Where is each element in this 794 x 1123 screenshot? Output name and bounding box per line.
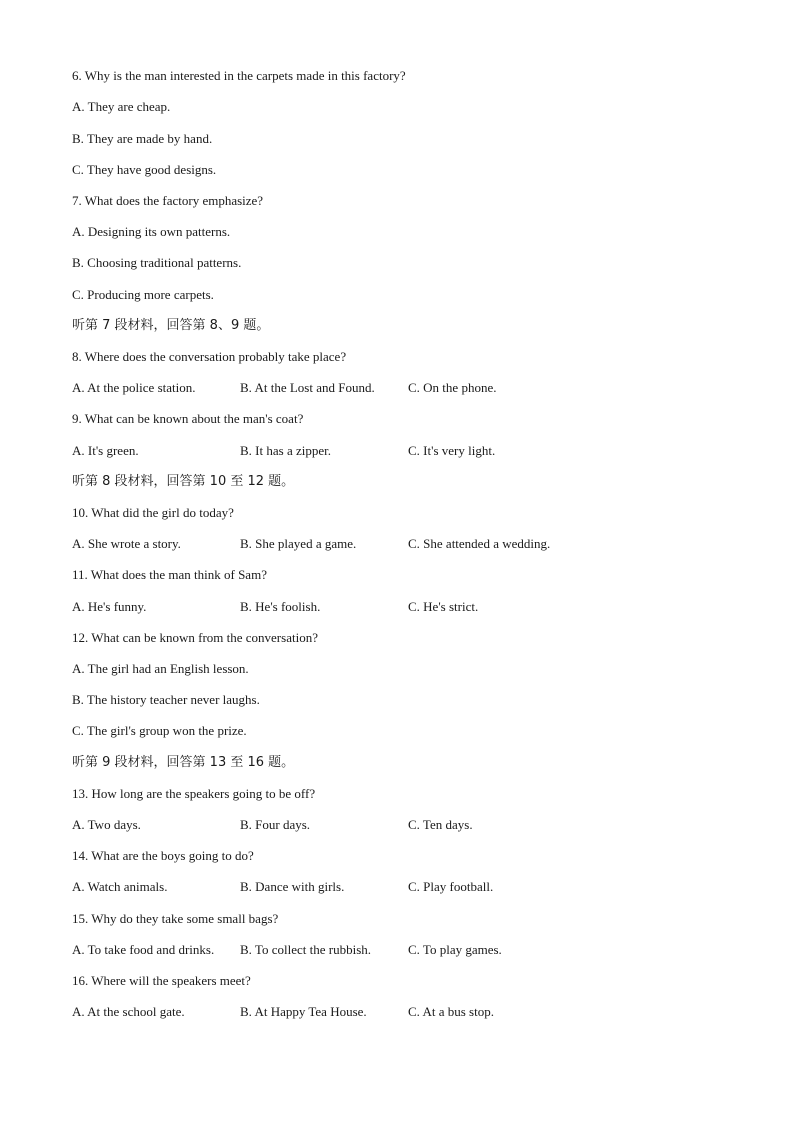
q6-option-a: A. They are cheap.	[72, 99, 171, 114]
q10-option-b: B. She played a game.	[240, 536, 357, 551]
section-heading-8: 听第 8 段材料，回答第 10 至 12 题。	[72, 474, 295, 489]
q6-option-b: B. They are made by hand.	[72, 131, 213, 146]
question-16: 16. Where will the speakers meet?	[72, 973, 251, 988]
q9-option-a: A. It's green.	[72, 443, 139, 458]
question-10: 10. What did the girl do today?	[72, 505, 234, 520]
q14-option-a: A. Watch animals.	[72, 879, 168, 894]
q7-option-a: A. Designing its own patterns.	[72, 224, 231, 239]
q12-option-a: A. The girl had an English lesson.	[72, 661, 249, 676]
q15-option-b: B. To collect the rubbish.	[240, 942, 371, 957]
question-6: 6. Why is the man interested in the carpets made in this factory?	[72, 68, 406, 83]
q15-option-a: A. To take food and drinks.	[72, 942, 215, 957]
q14-option-b: B. Dance with girls.	[240, 879, 345, 894]
q12-option-b: B. The history teacher never laughs.	[72, 692, 260, 707]
q10-option-a: A. She wrote a story.	[72, 536, 181, 551]
q10-option-c: C. She attended a wedding.	[408, 536, 551, 551]
q16-option-b: B. At Happy Tea House.	[240, 1004, 367, 1019]
question-11: 11. What does the man think of Sam?	[72, 567, 267, 582]
question-8: 8. Where does the conversation probably take place?	[72, 349, 347, 364]
q9-option-c: C. It's very light.	[408, 443, 496, 458]
q12-option-c: C. The girl's group won the prize.	[72, 723, 247, 738]
question-7: 7. What does the factory emphasize?	[72, 193, 264, 208]
q9-option-b: B. It has a zipper.	[240, 443, 331, 458]
section-heading-7: 听第 7 段材料，回答第 8、9 题。	[72, 318, 270, 333]
question-12: 12. What can be known from the conversation?	[72, 630, 318, 645]
q8-option-b: B. At the Lost and Found.	[240, 380, 375, 395]
question-9: 9. What can be known about the man's coat?	[72, 411, 304, 426]
q8-option-c: C. On the phone.	[408, 380, 497, 395]
q11-option-c: C. He's strict.	[408, 599, 479, 614]
q6-option-c: C. They have good designs.	[72, 162, 217, 177]
q15-option-c: C. To play games.	[408, 942, 502, 957]
q7-option-c: C. Producing more carpets.	[72, 287, 214, 302]
q13-option-a: A. Two days.	[72, 817, 141, 832]
question-15: 15. Why do they take some small bags?	[72, 911, 279, 926]
q16-option-a: A. At the school gate.	[72, 1004, 185, 1019]
question-13: 13. How long are the speakers going to be off?	[72, 786, 316, 801]
q16-option-c: C. At a bus stop.	[408, 1004, 494, 1019]
q11-option-b: B. He's foolish.	[240, 599, 321, 614]
q13-option-c: C. Ten days.	[408, 817, 473, 832]
q13-option-b: B. Four days.	[240, 817, 311, 832]
section-heading-9: 听第 9 段材料，回答第 13 至 16 题。	[72, 755, 295, 770]
question-14: 14. What are the boys going to do?	[72, 848, 254, 863]
q8-option-a: A. At the police station.	[72, 380, 196, 395]
q14-option-c: C. Play football.	[408, 879, 494, 894]
q7-option-b: B. Choosing traditional patterns.	[72, 255, 242, 270]
q11-option-a: A. He's funny.	[72, 599, 147, 614]
